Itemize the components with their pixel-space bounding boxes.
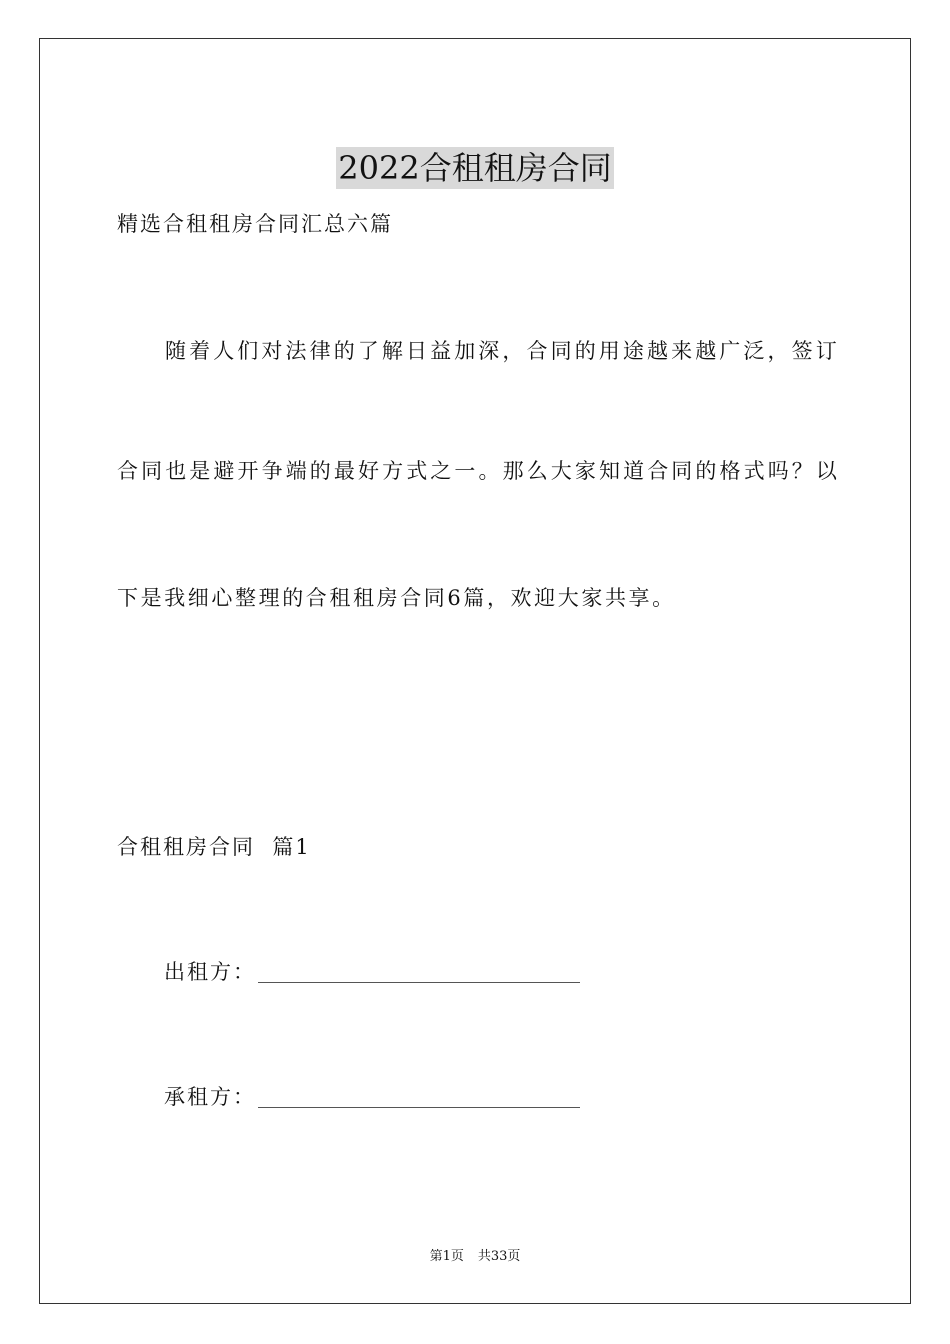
- intro-paragraph-line-1: 随着人们对法律的了解日益加深，合同的用途越来越广泛，签订: [165, 339, 840, 363]
- title-container: [0, 126, 950, 211]
- lessee-field: [164, 1081, 580, 1111]
- intro-paragraph-line-3: 下是我细心整理的合租租房合同6篇，欢迎大家共享。: [117, 586, 676, 610]
- page-number-current: 第1页: [429, 1249, 464, 1264]
- document-title: 2022合租租房合同: [338, 149, 612, 188]
- page-number-total: 共33页: [477, 1249, 521, 1264]
- lessor-field: [164, 956, 580, 986]
- lessor-label: 出租方：: [164, 960, 256, 984]
- document-subtitle: 精选合租租房合同汇总六篇: [117, 212, 393, 236]
- lessee-label: 承租方：: [164, 1085, 256, 1109]
- intro-paragraph-line-2: 合同也是避开争端的最好方式之一。那么大家知道合同的格式吗？以: [117, 459, 840, 483]
- lessor-blank-line: [258, 982, 580, 983]
- lessee-blank-line: [258, 1107, 580, 1108]
- section-heading: 合租租房合同 篇1: [117, 835, 311, 859]
- page-footer: [0, 1248, 950, 1266]
